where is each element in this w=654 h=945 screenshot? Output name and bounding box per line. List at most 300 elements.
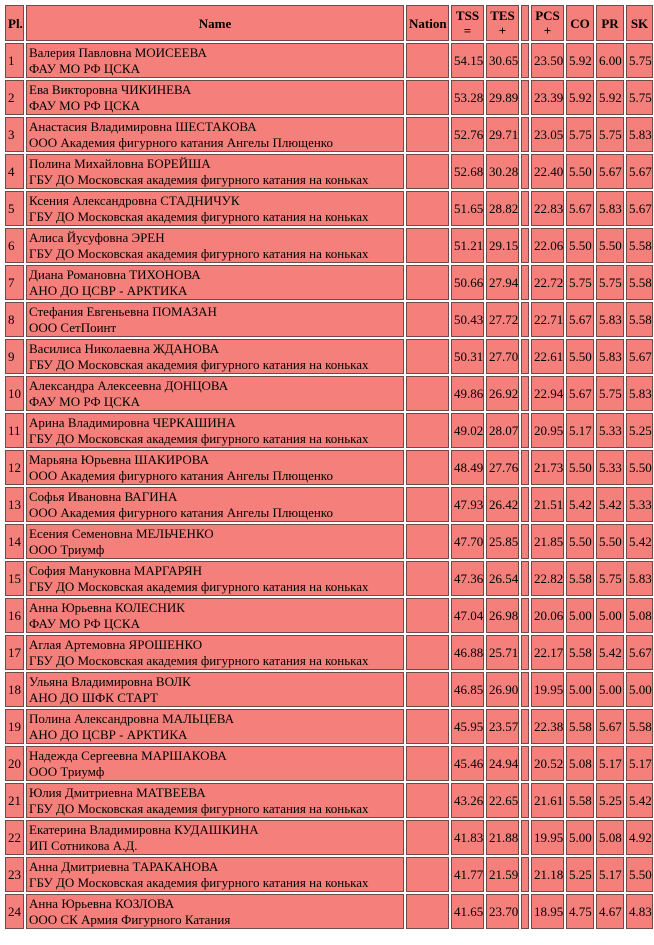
pr-cell: 5.25 [596,783,624,818]
pr-cell: 5.75 [596,265,624,300]
name-cell [26,450,404,485]
sk-cell: 5.50 [626,857,653,892]
tes-cell: 26.90 [486,672,519,707]
name-cell [26,43,404,78]
header-tes-label: TES [490,8,515,23]
pr-cell: 5.50 [596,524,624,559]
place-cell: 10 [5,376,24,411]
tss-cell: 52.68 [451,154,484,189]
table-row [5,228,653,263]
pcs-cell: 21.51 [531,487,564,522]
sk-cell: 5.58 [626,265,653,300]
co-cell: 5.75 [566,117,594,152]
blank-cell [521,117,529,152]
pcs-cell: 22.38 [531,709,564,744]
pr-cell: 5.17 [596,746,624,781]
sk-cell: 5.75 [626,80,653,115]
tes-cell: 23.70 [486,894,519,929]
tes-cell: 28.82 [486,191,519,226]
co-cell: 5.42 [566,487,594,522]
tes-cell: 27.72 [486,302,519,337]
nation-cell [406,265,449,300]
header-tss-label: TSS [455,8,480,23]
skater-club: ООО Триумф [29,763,105,779]
skater-club: ФАУ МО РФ ЦСКА [29,97,140,113]
tes-cell: 26.92 [486,376,519,411]
pr-cell: 5.83 [596,339,624,374]
table-row [5,487,653,522]
tss-cell: 50.31 [451,339,484,374]
name-cell [26,524,404,559]
header-place: Pl. [5,5,24,41]
skater-club: ГБУ ДО Московская академия фигурного катания на коньках [29,208,369,224]
table-row [5,783,653,818]
skater-name: Ульяна Владимировна ВОЛК [29,673,191,689]
tes-cell: 25.85 [486,524,519,559]
tes-cell: 29.71 [486,117,519,152]
pr-cell: 5.17 [596,857,624,892]
place-cell: 9 [5,339,24,374]
pcs-cell: 20.95 [531,413,564,448]
co-cell: 4.75 [566,894,594,929]
sk-cell: 5.00 [626,672,653,707]
table-row [5,709,653,744]
place-cell: 23 [5,857,24,892]
tes-cell: 28.07 [486,413,519,448]
name-cell [26,413,404,448]
table-row [5,894,653,929]
place-cell: 22 [5,820,24,855]
pcs-cell: 21.73 [531,450,564,485]
co-cell: 5.00 [566,672,594,707]
place-cell: 12 [5,450,24,485]
name-cell [26,302,404,337]
name-cell [26,709,404,744]
table-row [5,265,653,300]
skater-name: Юлия Дмитриевна МАТВЕЕВА [29,784,206,800]
blank-cell [521,228,529,263]
blank-cell [521,746,529,781]
name-cell [26,598,404,633]
pr-cell: 5.67 [596,709,624,744]
blank-cell [521,339,529,374]
tes-cell: 30.28 [486,154,519,189]
co-cell: 5.50 [566,450,594,485]
co-cell: 5.58 [566,561,594,596]
tss-cell: 50.66 [451,265,484,300]
blank-cell [521,413,529,448]
pr-cell: 5.83 [596,302,624,337]
table-row [5,635,653,670]
co-cell: 5.75 [566,265,594,300]
pr-cell: 5.75 [596,376,624,411]
tss-cell: 49.86 [451,376,484,411]
sk-cell: 5.83 [626,117,653,152]
tes-cell: 23.57 [486,709,519,744]
tes-cell: 25.71 [486,635,519,670]
nation-cell [406,43,449,78]
name-cell [26,191,404,226]
blank-cell [521,450,529,485]
place-cell: 6 [5,228,24,263]
pr-cell: 5.00 [596,598,624,633]
pcs-cell: 22.61 [531,339,564,374]
name-cell [26,154,404,189]
place-cell: 20 [5,746,24,781]
sk-cell: 5.17 [626,746,653,781]
nation-cell [406,154,449,189]
blank-cell [521,672,529,707]
skater-club: ГБУ ДО Московская академия фигурного катания на коньках [29,171,369,187]
skater-name: Анастасия Владимировна ШЕСТАКОВА [29,118,257,134]
co-cell: 5.67 [566,191,594,226]
pr-cell: 5.50 [596,228,624,263]
header-tes-sign: + [498,23,507,38]
pcs-cell: 22.94 [531,376,564,411]
place-cell: 24 [5,894,24,929]
skater-club: ФАУ МО РФ ЦСКА [29,60,140,76]
pr-cell: 5.33 [596,450,624,485]
tss-cell: 46.85 [451,672,484,707]
tss-cell: 52.76 [451,117,484,152]
co-cell: 5.08 [566,746,594,781]
name-cell [26,487,404,522]
pcs-cell: 22.40 [531,154,564,189]
co-cell: 5.67 [566,376,594,411]
name-cell [26,746,404,781]
pr-cell: 5.92 [596,80,624,115]
sk-cell: 5.58 [626,228,653,263]
tes-cell: 26.98 [486,598,519,633]
pr-cell: 5.83 [596,191,624,226]
skater-club: АНО ДО ЦСВР - АРКТИКА [29,726,188,742]
pcs-cell: 20.06 [531,598,564,633]
co-cell: 5.58 [566,709,594,744]
sk-cell: 5.83 [626,376,653,411]
table-row [5,80,653,115]
skater-club: ООО Академия фигурного катания Ангелы Плющенко [29,467,333,483]
tes-cell: 24.94 [486,746,519,781]
table-body [5,43,653,929]
tss-cell: 50.43 [451,302,484,337]
tss-cell: 45.46 [451,746,484,781]
blank-cell [521,635,529,670]
blank-cell [521,302,529,337]
place-cell: 17 [5,635,24,670]
sk-cell: 5.08 [626,598,653,633]
sk-cell: 5.33 [626,487,653,522]
pr-cell: 6.00 [596,43,624,78]
co-cell: 5.00 [566,598,594,633]
table-row [5,598,653,633]
sk-cell: 5.58 [626,302,653,337]
nation-cell [406,191,449,226]
sk-cell: 5.67 [626,635,653,670]
pcs-cell: 19.95 [531,672,564,707]
sk-cell: 4.83 [626,894,653,929]
co-cell: 5.50 [566,154,594,189]
pcs-cell: 23.50 [531,43,564,78]
tss-cell: 47.36 [451,561,484,596]
tes-cell: 26.42 [486,487,519,522]
blank-cell [521,783,529,818]
skater-club: ООО Академия фигурного катания Ангелы Плющенко [29,504,333,520]
table-header [5,5,653,41]
nation-cell [406,672,449,707]
pcs-cell: 22.71 [531,302,564,337]
tes-cell: 21.88 [486,820,519,855]
tss-cell: 47.70 [451,524,484,559]
skater-club: ГБУ ДО Московская академия фигурного катания на коньках [29,652,369,668]
place-cell: 2 [5,80,24,115]
pcs-cell: 21.18 [531,857,564,892]
skater-name: Валерия Павловна МОИСЕЕВА [29,44,207,60]
table-row [5,339,653,374]
table-row [5,857,653,892]
pr-cell: 5.00 [596,672,624,707]
skater-club: ГБУ ДО Московская академия фигурного катания на коньках [29,245,369,261]
tes-cell: 30.65 [486,43,519,78]
skater-name: Аглая Артемовна ЯРОШЕНКО [29,636,203,652]
header-blank [521,5,529,41]
name-cell [26,783,404,818]
place-cell: 5 [5,191,24,226]
tes-cell: 29.15 [486,228,519,263]
place-cell: 8 [5,302,24,337]
tss-cell: 49.02 [451,413,484,448]
pcs-cell: 23.39 [531,80,564,115]
blank-cell [521,80,529,115]
pcs-cell: 22.83 [531,191,564,226]
skater-name: Есения Семеновна МЕЛЬЧЕНКО [29,525,214,541]
name-cell [26,376,404,411]
pr-cell: 5.33 [596,413,624,448]
skater-name: Екатерина Владимировна КУДАШКИНА [29,821,259,837]
name-cell [26,339,404,374]
sk-cell: 5.42 [626,783,653,818]
pr-cell: 4.67 [596,894,624,929]
name-cell [26,561,404,596]
header-pr: PR [596,5,624,41]
co-cell: 5.92 [566,43,594,78]
nation-cell [406,302,449,337]
place-cell: 16 [5,598,24,633]
pcs-cell: 22.82 [531,561,564,596]
place-cell: 15 [5,561,24,596]
sk-cell: 5.75 [626,43,653,78]
pr-cell: 5.08 [596,820,624,855]
pcs-cell: 18.95 [531,894,564,929]
blank-cell [521,598,529,633]
co-cell: 5.92 [566,80,594,115]
pcs-cell: 21.85 [531,524,564,559]
header-tss [451,5,484,41]
nation-cell [406,598,449,633]
skater-club: ООО Академия фигурного катания Ангелы Плющенко [29,134,333,150]
skater-club: ГБУ ДО Московская академия фигурного катания на коньках [29,578,369,594]
blank-cell [521,265,529,300]
skater-name: Александра Алексеевна ДОНЦОВА [29,377,229,393]
header-sk: SK [626,5,653,41]
place-cell: 4 [5,154,24,189]
blank-cell [521,487,529,522]
tss-cell: 47.04 [451,598,484,633]
nation-cell [406,894,449,929]
skater-name: Анна Дмитриевна ТАРАКАНОВА [29,858,219,874]
header-pcs-label: PCS [535,8,560,23]
skater-club: ГБУ ДО Московская академия фигурного катания на коньках [29,800,369,816]
skater-name: Алиса Йусуфовна ЭРЕН [29,229,165,245]
results-table [3,3,654,931]
pcs-cell: 21.61 [531,783,564,818]
tes-cell: 27.94 [486,265,519,300]
place-cell: 13 [5,487,24,522]
table-row [5,302,653,337]
tes-cell: 27.70 [486,339,519,374]
tss-cell: 53.28 [451,80,484,115]
tes-cell: 21.59 [486,857,519,892]
co-cell: 5.00 [566,820,594,855]
skater-club: ФАУ МО РФ ЦСКА [29,393,140,409]
table-row [5,43,653,78]
sk-cell: 4.92 [626,820,653,855]
table-row [5,450,653,485]
sk-cell: 5.67 [626,154,653,189]
table-row [5,191,653,226]
place-cell: 21 [5,783,24,818]
nation-cell [406,709,449,744]
header-row [5,5,653,41]
nation-cell [406,487,449,522]
nation-cell [406,339,449,374]
nation-cell [406,635,449,670]
name-cell [26,265,404,300]
name-cell [26,820,404,855]
blank-cell [521,154,529,189]
skater-name: Василиса Николаевна ЖДАНОВА [29,340,219,356]
blank-cell [521,524,529,559]
table-row [5,117,653,152]
sk-cell: 5.67 [626,191,653,226]
pcs-cell: 22.06 [531,228,564,263]
header-tes [486,5,519,41]
table-row [5,820,653,855]
pr-cell: 5.42 [596,487,624,522]
nation-cell [406,376,449,411]
sk-cell: 5.83 [626,561,653,596]
tss-cell: 43.26 [451,783,484,818]
place-cell: 1 [5,43,24,78]
blank-cell [521,561,529,596]
place-cell: 7 [5,265,24,300]
name-cell [26,672,404,707]
place-cell: 18 [5,672,24,707]
skater-club: ООО СетПоинт [29,319,117,335]
pcs-cell: 20.52 [531,746,564,781]
name-cell [26,117,404,152]
skater-club: ООО СК Армия Фигурного Катания [29,911,231,927]
tss-cell: 41.77 [451,857,484,892]
skater-club: АНО ДО ЦСВР - АРКТИКА [29,282,188,298]
tss-cell: 48.49 [451,450,484,485]
sk-cell: 5.25 [626,413,653,448]
nation-cell [406,857,449,892]
pcs-cell: 22.17 [531,635,564,670]
nation-cell [406,783,449,818]
sk-cell: 5.67 [626,339,653,374]
tss-cell: 41.83 [451,820,484,855]
sk-cell: 5.58 [626,709,653,744]
blank-cell [521,857,529,892]
co-cell: 5.58 [566,783,594,818]
co-cell: 5.50 [566,339,594,374]
header-tss-sign: = [463,23,472,38]
co-cell: 5.25 [566,857,594,892]
sk-cell: 5.42 [626,524,653,559]
place-cell: 19 [5,709,24,744]
blank-cell [521,894,529,929]
nation-cell [406,524,449,559]
skater-name: Софья Ивановна ВАГИНА [29,488,178,504]
pr-cell: 5.42 [596,635,624,670]
pr-cell: 5.75 [596,561,624,596]
nation-cell [406,561,449,596]
skater-name: Полина Александровна МАЛЬЦЕВА [29,710,234,726]
pr-cell: 5.67 [596,154,624,189]
skater-name: Ева Викторовна ЧИКИНЕВА [29,81,192,97]
skater-name: Ксения Александровна СТАДНИЧУК [29,192,240,208]
name-cell [26,80,404,115]
name-cell [26,635,404,670]
blank-cell [521,709,529,744]
pr-cell: 5.75 [596,117,624,152]
table-row [5,154,653,189]
pcs-cell: 23.05 [531,117,564,152]
co-cell: 5.50 [566,228,594,263]
header-pcs-sign: + [543,23,552,38]
blank-cell [521,820,529,855]
table-row [5,524,653,559]
co-cell: 5.50 [566,524,594,559]
nation-cell [406,80,449,115]
nation-cell [406,450,449,485]
tss-cell: 46.88 [451,635,484,670]
header-co: CO [566,5,594,41]
skater-club: ГБУ ДО Московская академия фигурного катания на коньках [29,430,369,446]
nation-cell [406,820,449,855]
skater-club: АНО ДО ШФК СТАРТ [29,689,158,705]
skater-name: Анна Юрьевна КОЛЕСНИК [29,599,185,615]
place-cell: 3 [5,117,24,152]
table-row [5,746,653,781]
nation-cell [406,228,449,263]
tes-cell: 26.54 [486,561,519,596]
skater-name: Анна Юрьевна КОЗЛОВА [29,895,175,911]
nation-cell [406,117,449,152]
blank-cell [521,191,529,226]
skater-club: ГБУ ДО Московская академия фигурного катания на коньках [29,874,369,890]
name-cell [26,228,404,263]
name-cell [26,857,404,892]
table-row [5,672,653,707]
tss-cell: 51.65 [451,191,484,226]
header-pcs [531,5,564,41]
skater-club: ИП Сотникова А.Д. [29,837,138,853]
sk-cell: 5.50 [626,450,653,485]
tss-cell: 51.21 [451,228,484,263]
skater-club: ФАУ МО РФ ЦСКА [29,615,140,631]
name-cell [26,894,404,929]
